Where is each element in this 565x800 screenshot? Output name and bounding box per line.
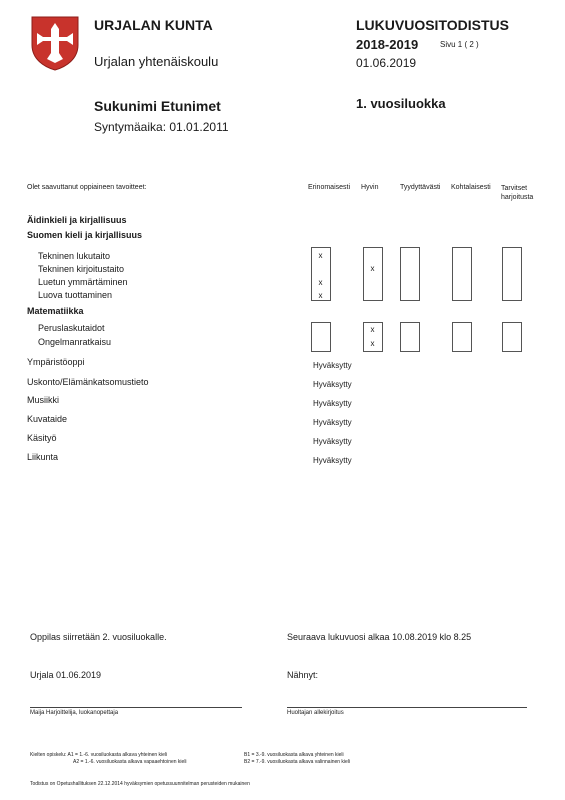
subject-name: Uskonto/Elämänkatsomustieto <box>27 377 149 387</box>
school-year: 2018-2019 <box>356 37 419 52</box>
grade-box <box>452 322 472 352</box>
guardian-signature-line <box>287 707 527 708</box>
language-note: B1 = 3.-9. vuosiluokasta alkava yhteinen kieli <box>244 752 344 758</box>
grade-mark: x <box>318 278 323 287</box>
subsection-title-finnish: Suomen kieli ja kirjallisuus <box>27 230 143 240</box>
grade-box <box>502 322 522 352</box>
seen-label: Nähnyt: <box>287 670 319 680</box>
assessment-label: Luetun ymmärtäminen <box>38 277 128 287</box>
subject-result: Hyväksytty <box>313 437 352 446</box>
subject-result: Hyväksytty <box>313 399 352 408</box>
teacher-signature-line <box>30 707 242 708</box>
municipality-name: URJALAN KUNTA <box>94 17 213 33</box>
subject-name: Käsityö <box>27 433 57 443</box>
coat-of-arms-icon <box>30 15 80 71</box>
report-title: LUKUVUOSITODISTUS <box>356 17 509 33</box>
grade-box <box>363 247 383 301</box>
school-name: Urjalan yhtenäiskoulu <box>94 54 219 69</box>
place-date: Urjala 01.06.2019 <box>30 670 102 680</box>
subject-result: Hyväksytty <box>313 418 352 427</box>
grade-box <box>502 247 522 301</box>
subject-name: Musiikki <box>27 395 60 405</box>
section-title-language: Äidinkieli ja kirjallisuus <box>27 215 127 225</box>
student-name: Sukunimi Etunimet <box>94 98 221 114</box>
birth-date: Syntymäaika: 01.01.2011 <box>94 120 229 134</box>
grade-level: 1. vuosiluokka <box>356 96 446 111</box>
assessment-label: Luova tuottaminen <box>38 290 113 300</box>
column-header-needs-practice: Tarvitset harjoitusta <box>501 185 534 201</box>
column-header-moderate: Kohtalaisesti <box>451 184 491 191</box>
language-note: Kielten opiskelu: A1 = 1.-6. vuosiluokasta alkava yhteinen kieli <box>30 752 168 758</box>
grade-box <box>452 247 472 301</box>
section-title-math: Matematiikka <box>27 306 84 316</box>
grade-mark: x <box>370 339 375 348</box>
next-year-note: Seuraava lukuvuosi alkaa 10.08.2019 klo 8.25 <box>287 632 472 642</box>
teacher-caption: Maija Harjoittelija, luokanopettaja <box>30 710 119 716</box>
assessment-label: Tekninen lukutaito <box>38 251 111 261</box>
grade-box <box>400 322 420 352</box>
grade-mark: x <box>318 251 323 260</box>
assessment-label: Ongelmanratkaisu <box>38 337 112 347</box>
report-date: 01.06.2019 <box>356 56 417 70</box>
grade-mark: x <box>318 291 323 300</box>
guardian-caption: Huoltajan allekirjoitus <box>287 710 344 716</box>
grade-box <box>311 322 331 352</box>
grade-mark: x <box>370 325 375 334</box>
page-number: Sivu 1 ( 2 ) <box>440 40 479 49</box>
grade-mark: x <box>370 264 375 273</box>
promotion-note: Oppilas siirretään 2. vuosiluokalle. <box>30 632 167 642</box>
assessment-label: Peruslaskutaidot <box>38 323 105 333</box>
grade-box <box>400 247 420 301</box>
assessment-label: Tekninen kirjoitustaito <box>38 264 125 274</box>
language-note: A2 = 1.-6. vuosiluokasta alkava vapaaehtoinen kieli <box>73 759 187 765</box>
column-header-satisfactory: Tyydyttävästi <box>400 184 441 191</box>
column-header-excellent: Erinomaisesti <box>308 184 351 191</box>
subject-result: Hyväksytty <box>313 361 352 370</box>
subject-result: Hyväksytty <box>313 456 352 465</box>
subject-name: Kuvataide <box>27 414 68 424</box>
goals-intro: Olet saavuttanut oppiaineen tavoitteet: <box>27 184 147 191</box>
subject-name: Liikunta <box>27 452 59 462</box>
legal-note: Todistus on Opetushallituksen 22.12.2014 hyväksymien opetussuunnitelman perusteiden mukainen <box>30 781 250 787</box>
language-note: B2 = 7.-9. vuosiluokasta alkava valinnainen kieli <box>244 759 351 765</box>
column-header-good: Hyvin <box>361 184 379 191</box>
subject-name: Ympäristöoppi <box>27 357 85 367</box>
subject-result: Hyväksytty <box>313 380 352 389</box>
